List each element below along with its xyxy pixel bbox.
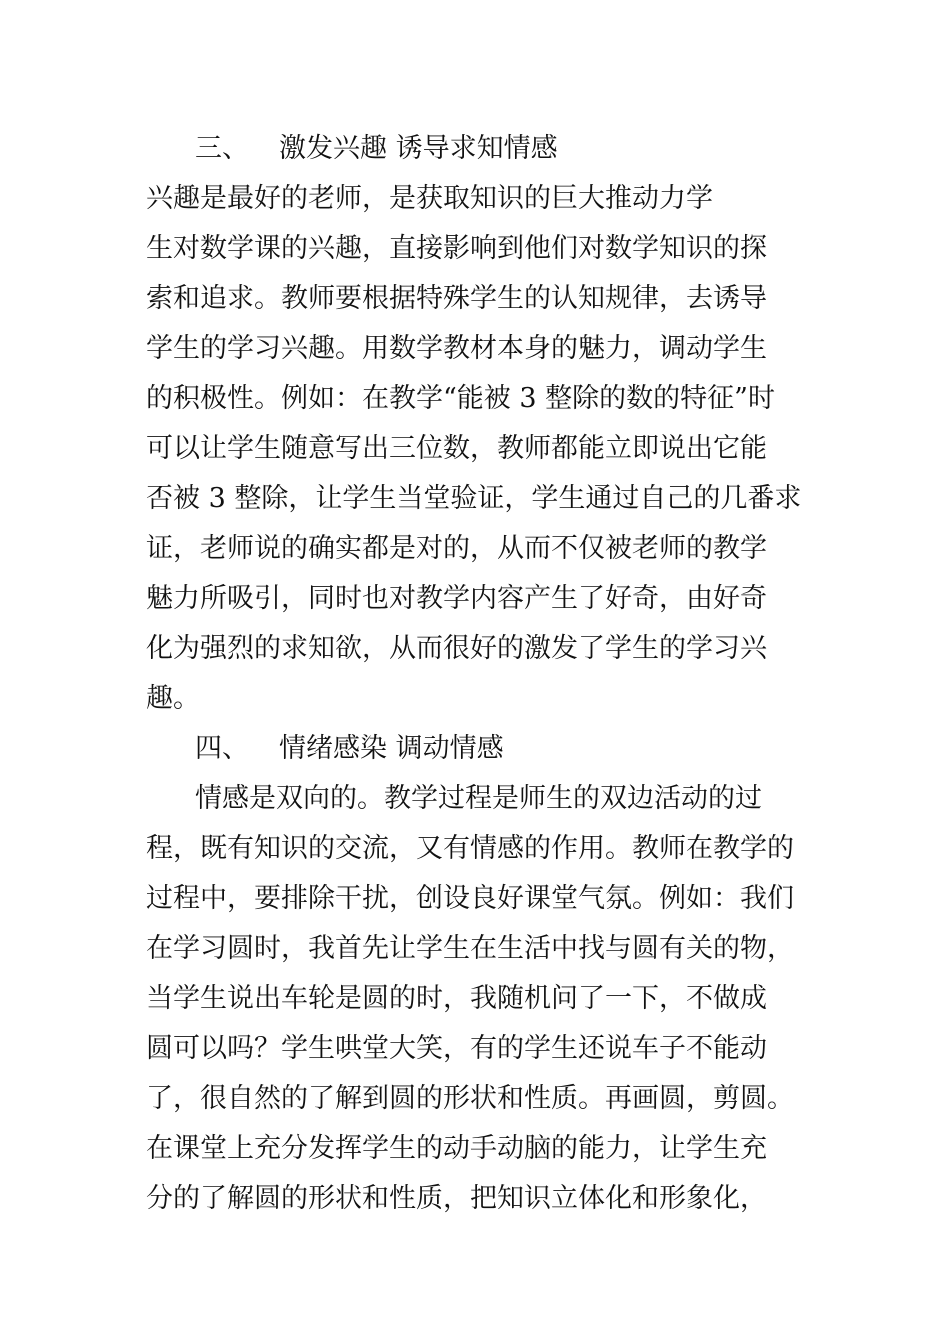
section-3-line: 化为强烈的求知欲，从而很好的激发了学生的学习兴 bbox=[146, 633, 767, 664]
section-3-line: 学生的学习兴趣。用数学教材本身的魅力，调动学生 bbox=[146, 333, 767, 364]
section-4-heading bbox=[195, 731, 504, 767]
section-3-line: 魅力所吸引，同时也对教学内容产生了好奇，由好奇 bbox=[146, 583, 767, 614]
section-4-line: 过程中，要排除干扰，创设良好课堂气氛。例如：我们 bbox=[146, 883, 794, 914]
section-4-line: 分的了解圆的形状和性质，把知识立体化和形象化， bbox=[146, 1183, 767, 1214]
section-3-heading bbox=[195, 131, 558, 167]
section-4-line: 情感是双向的。教学过程是师生的双边活动的过 bbox=[195, 783, 762, 814]
section-3-line: 否被 3 整除，让学生当堂验证，学生通过自己的几番求 bbox=[146, 483, 802, 514]
section-4-line: 在学习圆时，我首先让学生在生活中找与圆有关的物， bbox=[146, 933, 794, 964]
section-4-line: 程，既有知识的交流，又有情感的作用。教师在教学的 bbox=[146, 833, 794, 864]
section-3-line: 兴趣是最好的老师，是获取知识的巨大推动力学 bbox=[146, 183, 713, 214]
section-3-line: 生对数学课的兴趣，直接影响到他们对数学知识的探 bbox=[146, 233, 767, 264]
section-4-line: 当学生说出车轮是圆的时，我随机问了一下，不做成 bbox=[146, 983, 767, 1014]
section-3-line: 趣。 bbox=[146, 683, 200, 714]
section-3-title: 激发兴趣 诱导求知情感 bbox=[279, 133, 558, 164]
section-4-line: 了，很自然的了解到圆的形状和性质。再画圆，剪圆。 bbox=[146, 1083, 794, 1114]
section-3-line: 证，老师说的确实都是对的，从而不仅被老师的教学 bbox=[146, 533, 767, 564]
section-3-line: 可以让学生随意写出三位数，教师都能立即说出它能 bbox=[146, 433, 767, 464]
section-4-line: 圆可以吗？学生哄堂大笑，有的学生还说车子不能动 bbox=[146, 1033, 767, 1064]
section-4-title: 情绪感染 调动情感 bbox=[279, 733, 504, 764]
section-4-line: 在课堂上充分发挥学生的动手动脑的能力，让学生充 bbox=[146, 1133, 767, 1164]
section-3-line: 的积极性。例如：在教学“能被 3 整除的数的特征”时 bbox=[146, 383, 775, 414]
section-3-number: 三、 bbox=[195, 133, 249, 164]
section-4-number: 四、 bbox=[195, 733, 249, 764]
section-3-line: 索和追求。教师要根据特殊学生的认知规律，去诱导 bbox=[146, 283, 767, 314]
